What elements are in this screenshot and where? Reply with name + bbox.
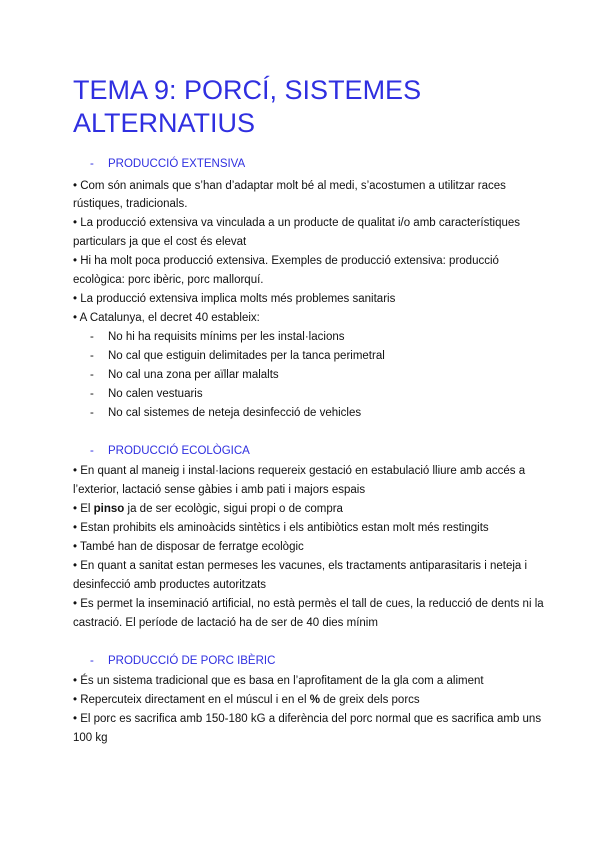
paragraph-line [73,693,420,707]
sub-list-text: No cal que estiguin delimitades per la tanca perimetral [108,350,385,362]
line-suffix: ja de ser ecològic, sigui propi o de compra [124,503,343,515]
paragraph-line: • La producció extensiva implica molts més problemes sanitaris [73,293,396,305]
paragraph-line: • També han de disposar de ferratge ecològic [73,541,304,553]
bold-term: % [309,694,320,706]
sub-list-dash: - [90,369,94,381]
sub-list-item [90,387,203,401]
paragraph-line: • El porc es sacrifica amb 150-180 kG a diferència del porc normal que es sacrifica amb uns [73,713,542,725]
paragraph-line: castració. El període de lactació ha de ser de 40 dies mínim [73,617,378,629]
sub-list-text: No cal sistemes de neteja desinfecció de vehicles [108,407,362,419]
section-heading-extensiva [90,158,245,170]
section-heading-text: PRODUCCIÓ ECOLÒGICA [108,445,250,457]
sub-list-dash: - [90,331,94,343]
sub-list-text: No hi ha requisits mínims per les instal·lacions [108,331,345,343]
sub-list-text: No cal una zona per aïllar malalts [108,369,279,381]
heading-dash: - [90,445,94,457]
paragraph-line: rústiques, tradicionals. [73,198,188,210]
paragraph-line: • Com són animals que s’han d’adaptar molt bé al medi, s’acostumen a utilitzar races [73,180,506,192]
section-heading-text: PRODUCCIÓ EXTENSIVA [108,158,246,170]
page-title: TEMA 9: PORCÍ, SISTEMES ALTERNATIUS [73,75,422,138]
paragraph-line: desinfecció amb productes autoritzats [73,579,267,591]
sub-list-item [90,349,385,363]
paragraph-line: • Hi ha molt poca producció extensiva. Exemples de producció extensiva: producció [73,255,499,267]
paragraph-line [73,502,343,516]
paragraph-line: • En quant al maneig i instal·lacions requereix gestació en estabulació lliure amb accés a [73,465,526,477]
heading-dash: - [90,655,94,667]
sub-list-item [90,406,361,420]
bold-term: pinso [93,503,125,515]
paragraph-line: 100 kg [73,732,108,744]
line-prefix: • El [73,503,94,515]
heading-dash: - [90,158,94,170]
sub-list-item [90,330,344,344]
sub-list-item [90,368,279,382]
section-heading-ecologica [90,445,250,457]
paragraph-line: particulars ja que el cost és elevat [73,236,247,248]
paragraph-line: • Estan prohibits els aminoàcids sintètics i els antibiòtics estan molt més restingits [73,522,489,534]
sub-list-dash: - [90,388,94,400]
line-prefix: • Repercuteix directament en el múscul i en el [73,694,310,706]
paragraph-line: ecològica: porc ibèric, porc mallorquí. [73,274,264,286]
line-suffix: de greix dels porcs [319,694,420,706]
paragraph-line: • És un sistema tradicional que es basa en l’aprofitament de la gla com a aliment [73,675,484,687]
paragraph-line: • En quant a sanitat estan permeses les vacunes, els tractaments antiparasitaris i neteja i [73,560,528,572]
sub-list-text: No calen vestuaris [108,388,203,400]
paragraph-line: • La producció extensiva va vinculada a un producte de qualitat i/o amb característiques [73,217,521,229]
section-heading-text: PRODUCCIÓ DE PORC IBÈRIC [108,655,276,667]
paragraph-line: l’exterior, lactació sense gàbies i amb pati i majors espais [73,484,366,496]
paragraph-line: • Es permet la inseminació artificial, no està permès el tall de cues, la reducció de dents ni la [73,598,544,610]
paragraph-line: • A Catalunya, el decret 40 estableix: [73,312,260,324]
sub-list-dash: - [90,350,94,362]
sub-list-dash: - [90,407,94,419]
section-heading-iberic [90,655,275,667]
